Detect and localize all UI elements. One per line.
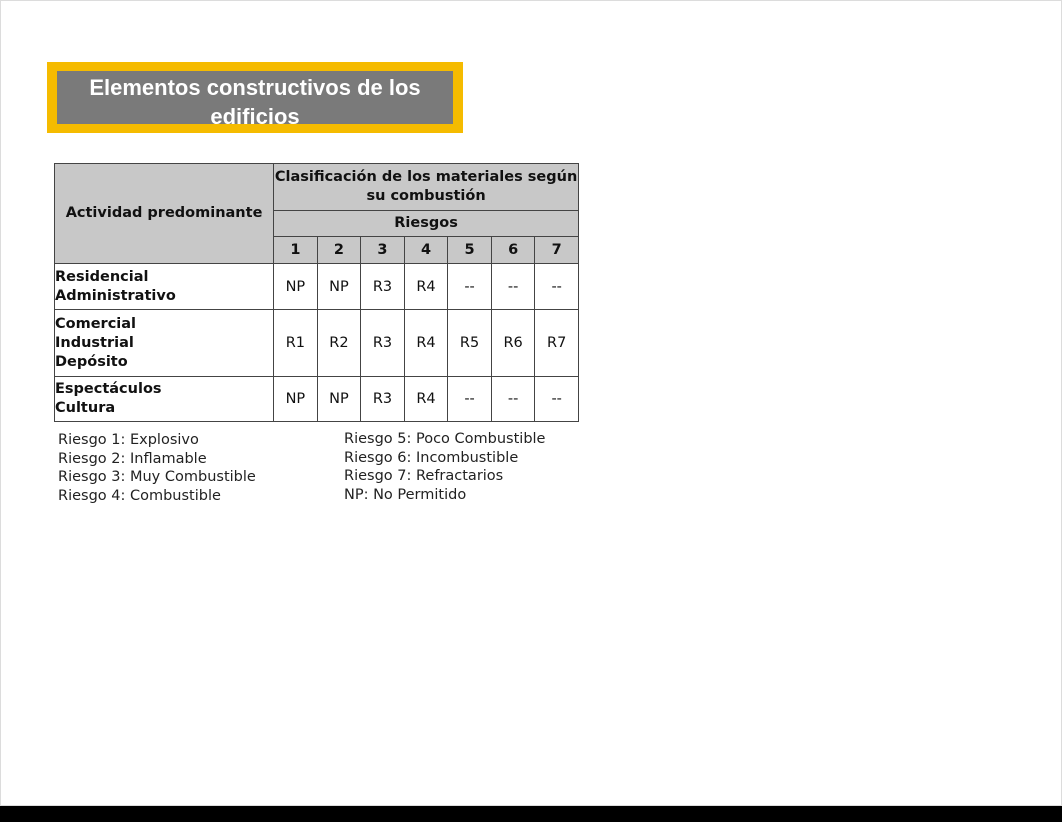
activity-name: Administrativo xyxy=(55,287,176,304)
title-banner xyxy=(47,62,463,133)
column-header: 2 xyxy=(317,237,361,264)
table-row xyxy=(55,310,579,377)
risk-cell: NP xyxy=(274,377,318,422)
column-header: 5 xyxy=(448,237,492,264)
legend-item: Riesgo 5: Poco Combustible xyxy=(344,431,546,447)
risk-cell: NP xyxy=(274,264,318,310)
risk-cell: -- xyxy=(491,377,535,422)
activity-header: Actividad predominante xyxy=(55,164,274,264)
legend-left xyxy=(58,431,256,505)
legend-item: Riesgo 7: Refractarios xyxy=(344,468,504,484)
risk-cell: NP xyxy=(317,264,361,310)
activity-cell xyxy=(55,310,274,377)
risks-header: Riesgos xyxy=(274,211,579,237)
risk-cell: -- xyxy=(448,264,492,310)
legend-item: Riesgo 4: Combustible xyxy=(58,487,221,504)
risk-cell: R1 xyxy=(274,310,318,377)
risk-cell: NP xyxy=(317,377,361,422)
legend-item: Riesgo 3: Muy Combustible xyxy=(58,469,256,485)
legend-item: Riesgo 2: Inflamable xyxy=(58,450,207,467)
risk-cell: -- xyxy=(448,377,492,422)
legend-item: NP: No Permitido xyxy=(344,486,467,503)
risk-cell: R4 xyxy=(404,264,448,310)
risk-cell: R2 xyxy=(317,310,361,377)
activity-name: Depósito xyxy=(55,353,128,370)
activity-cell xyxy=(55,377,274,422)
legend-item: Riesgo 1: Explosivo xyxy=(58,432,199,448)
activity-name: Comercial xyxy=(55,315,137,332)
column-header: 4 xyxy=(404,237,448,264)
risk-cell: R7 xyxy=(535,310,579,377)
risk-cell: R3 xyxy=(361,264,405,310)
table-row xyxy=(55,377,579,422)
column-header: 1 xyxy=(274,237,318,264)
risk-cell: R6 xyxy=(491,310,535,377)
risk-cell: -- xyxy=(535,377,579,422)
column-header: 6 xyxy=(491,237,535,264)
legend-right xyxy=(344,430,545,504)
table-row xyxy=(55,264,579,310)
slide-title: Elementos constructivos de los edificios xyxy=(57,71,453,124)
classification-header: Clasificación de los materiales según su combustión xyxy=(274,164,579,211)
activity-cell xyxy=(55,264,274,310)
risk-cell: R4 xyxy=(404,310,448,377)
risk-cell: R3 xyxy=(361,310,405,377)
risk-cell: R4 xyxy=(404,377,448,422)
column-header: 3 xyxy=(361,237,405,264)
risk-cell: -- xyxy=(491,264,535,310)
risk-cell: -- xyxy=(535,264,579,310)
risk-cell: R5 xyxy=(448,310,492,377)
activity-name: Espectáculos xyxy=(55,381,162,397)
risk-cell: R3 xyxy=(361,377,405,422)
column-header: 7 xyxy=(535,237,579,264)
activity-name: Industrial xyxy=(55,334,134,351)
activity-name: Cultura xyxy=(55,400,116,416)
legend-item: Riesgo 6: Incombustible xyxy=(344,449,519,466)
activity-name: Residencial xyxy=(55,268,149,285)
risk-table xyxy=(54,163,579,422)
